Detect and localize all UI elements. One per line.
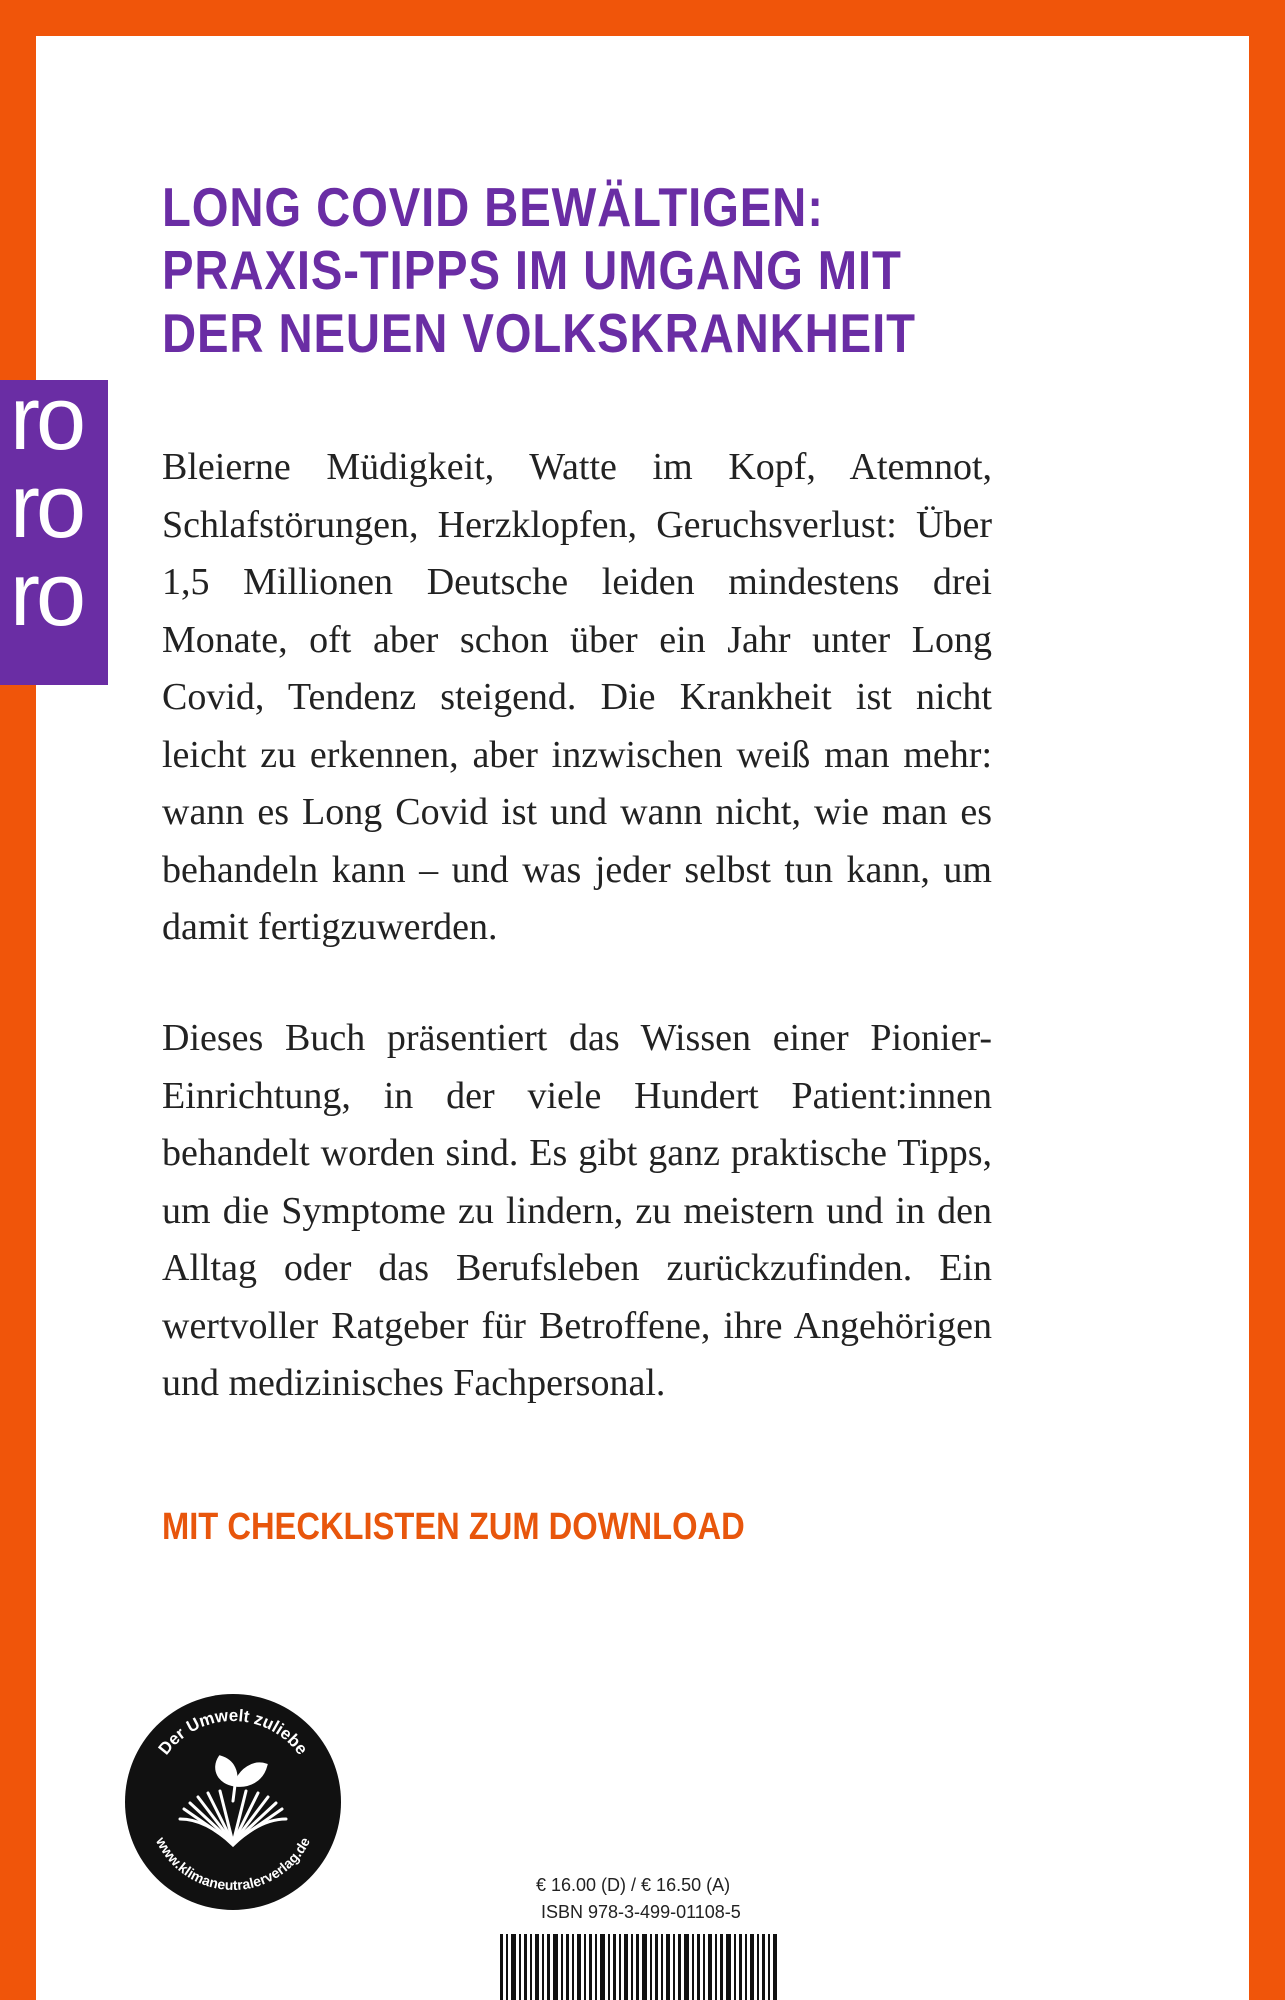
barcode-icon	[490, 1928, 790, 2000]
badge-top-text: Der Umwelt zuliebe	[154, 1705, 312, 1759]
download-note: MIT CHECKLISTEN ZUM DOWNLOAD	[162, 1506, 745, 1548]
logo-line: ro	[10, 380, 83, 469]
logo-line: ro	[10, 457, 83, 557]
eco-badge	[124, 1693, 342, 1911]
headline	[162, 176, 936, 365]
blurb-paragraph-1: Bleierne Müdigkeit, Watte im Kopf, Atemnot, Schlafstörungen, Herzklopfen, Geruchsverlust: Über 1,5 Millionen Deutsche leiden mindestens drei Monate, oft aber schon über ein Jahr unter Long Covid, Tendenz steigend. Die Krankheit ist nicht leicht zu erkennen, aber inzwischen weiß man mehr: wann es Long Covid ist und wann nicht, wie man es behandeln kann – und was jeder selbst tun kann, um damit fertigzuwerden.	[162, 446, 992, 948]
headline-line: PRAXIS-TIPPS IM UMGANG MIT	[162, 239, 902, 301]
badge-bottom-text: www.klimaneutralerverlag.de	[152, 1834, 313, 1894]
blurb-paragraph-2: Dieses Buch präsentiert das Wissen einer Pionier-Einrichtung, in der viele Hundert Patient:innen behandelt worden sind. Es gibt ganz praktische Tipps, um die Symptome zu lindern, zu meistern und in den Alltag oder das Berufsleben zurückzufinden. Ein wertvoller Ratgeber für Betroffene, ihre Angehörigen und medizinisches Fachpersonal.	[162, 1017, 992, 1404]
headline-line: LONG COVID BEWÄLTIGEN:	[162, 176, 824, 238]
isbn-label: ISBN 978-3-499-01108-5	[541, 1902, 741, 1922]
headline-line: DER NEUEN VOLKSKRANKHEIT	[162, 302, 916, 364]
publisher-logo	[0, 380, 108, 685]
price-label: € 16.00 (D) / € 16.50 (A)	[536, 1875, 731, 1895]
logo-line: ro	[10, 545, 83, 645]
